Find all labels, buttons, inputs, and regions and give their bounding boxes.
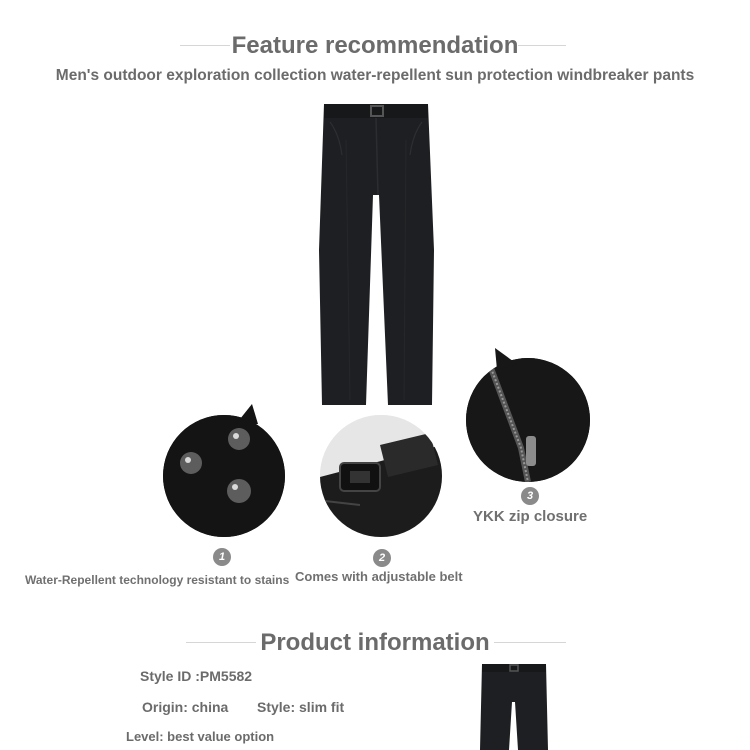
- zipper-icon: [466, 358, 590, 482]
- belt-buckle-icon: [320, 415, 442, 537]
- feature-subtitle: Men's outdoor exploration collection water-repellent sun protection windbreaker pants: [55, 67, 695, 84]
- feature-number-1: 1: [213, 548, 231, 566]
- detail-zip-image: [466, 358, 590, 482]
- pants-thumbnail-image: [478, 662, 550, 750]
- feature-caption-3: YKK zip closure: [473, 508, 588, 525]
- water-drops-icon: [163, 415, 285, 537]
- detail-water-repellent-image: [163, 415, 285, 537]
- feature-number-2: 2: [373, 549, 391, 567]
- style-id-field: Style ID :PM5582: [140, 668, 253, 684]
- pants-main-image: [316, 100, 436, 410]
- feature-caption-1: Water-Repellent technology resistant to stains: [25, 573, 290, 587]
- feature-section-title: Feature recommendation: [231, 32, 519, 59]
- callout-pointer-1: [236, 404, 260, 424]
- origin-field: Origin: china: [142, 699, 229, 715]
- info-section-title: Product information: [260, 629, 490, 656]
- level-field: Level: best value option: [126, 729, 275, 744]
- callout-pointer-3: [491, 348, 517, 370]
- feature-number-3: 3: [521, 487, 539, 505]
- style-field: Style: slim fit: [257, 699, 345, 715]
- feature-caption-2: Comes with adjustable belt: [295, 569, 463, 584]
- detail-belt-image: [320, 415, 442, 537]
